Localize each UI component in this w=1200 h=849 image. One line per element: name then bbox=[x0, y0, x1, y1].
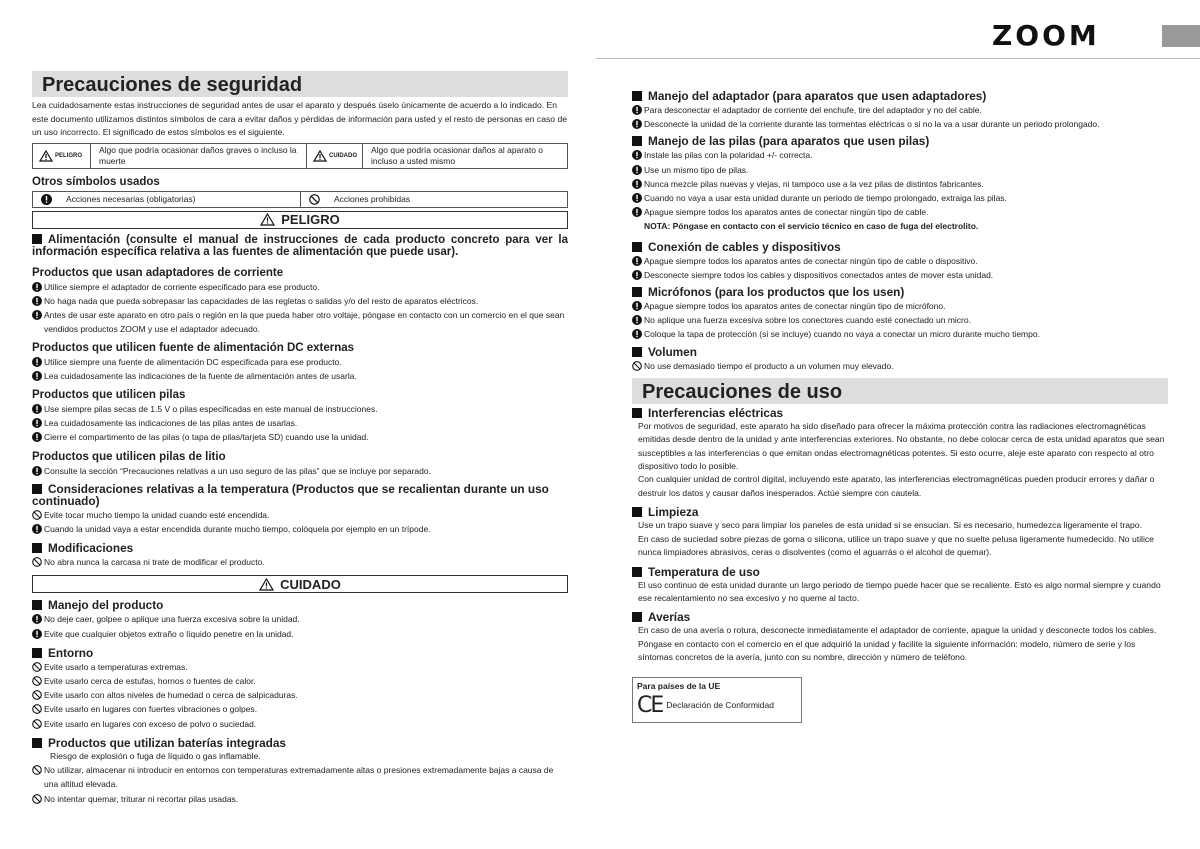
prohibited-icon bbox=[32, 662, 42, 672]
integrated-batteries-note: Riesgo de explosión o fuga de líquido o gas inflamable. bbox=[50, 750, 261, 761]
environment-list bbox=[32, 660, 568, 731]
mandatory-icon bbox=[32, 357, 42, 367]
handling-title bbox=[32, 598, 568, 612]
prohibited-icon bbox=[632, 361, 642, 371]
prohibited-icon bbox=[32, 510, 42, 520]
list-item bbox=[32, 555, 568, 569]
prohibited-icon bbox=[32, 719, 42, 729]
other-symbols-table bbox=[32, 191, 568, 208]
adapter-handling-title-text: Manejo del adaptador (para aparatos que usen adaptadores) bbox=[648, 89, 987, 103]
list-item bbox=[32, 627, 568, 641]
list-item-text: Para desconectar el adaptador de corriente del enchufe, tire del adaptador y no del cable. bbox=[644, 105, 982, 115]
caution-symbol-cell bbox=[307, 144, 363, 168]
environment-title-text: Entorno bbox=[48, 645, 94, 660]
modifications-title bbox=[32, 541, 568, 555]
list-item bbox=[632, 299, 1168, 313]
list-item-text: Apague siempre todos los aparatos antes de conectar ningún tipo de micrófono. bbox=[644, 301, 946, 312]
list-item-text: Cierre el compartimento de las pilas (o tapa de pilas/tarjeta SD) cuando use la unidad. bbox=[44, 432, 369, 443]
list-item bbox=[632, 177, 1168, 191]
list-item bbox=[632, 117, 1168, 131]
mandatory-icon bbox=[632, 105, 642, 115]
list-item-text: Cuando la unidad vaya a estar encendida durante mucho tiempo, colóquela por ejemplo en un trípode. bbox=[44, 524, 431, 535]
adapters-list bbox=[32, 280, 568, 337]
prohibited-icon bbox=[32, 676, 42, 686]
list-item bbox=[632, 191, 1168, 205]
mandatory-icon bbox=[32, 404, 42, 414]
adapter-handling-list bbox=[632, 103, 1168, 131]
use-precautions-title: Precauciones de uso bbox=[632, 378, 1168, 404]
list-item bbox=[32, 763, 568, 791]
list-item bbox=[32, 702, 568, 716]
zoom-logo-text: ZOOM bbox=[992, 22, 1100, 48]
warning-icon bbox=[259, 578, 274, 591]
other-symbols-title: Otros símbolos usados bbox=[32, 175, 160, 188]
microphones-title bbox=[632, 285, 1168, 299]
top-rule bbox=[596, 58, 1200, 59]
cleaning-text-2: En caso de suciedad sobre piezas de goma o silicona, utilice un trapo suave y que no suelte pelusa ligeramente humedecido. No utilice nunca limpiadores abrasivos, ceras o disolventes (como el aguarrás o el alcohol de quemar). bbox=[638, 533, 1154, 558]
mandatory-icon bbox=[32, 296, 42, 306]
prohibited-icon bbox=[32, 765, 42, 775]
list-item bbox=[632, 163, 1168, 177]
prohibited-cell bbox=[301, 192, 567, 207]
list-item bbox=[32, 674, 568, 688]
prohibited-icon bbox=[32, 794, 42, 804]
list-item-text: Utilice siempre el adaptador de corriente especificado para ese producto. bbox=[44, 281, 320, 292]
list-item-text: No intentar quemar, triturar ni recortar pilas usadas. bbox=[44, 793, 239, 804]
danger-banner bbox=[32, 211, 568, 229]
prohibited-icon bbox=[309, 194, 320, 205]
prohibited-icon bbox=[32, 690, 42, 700]
caution-meaning: Algo que podría ocasionar daños al aparato o incluso a usted mismo bbox=[371, 144, 544, 166]
mandatory-icon bbox=[632, 150, 642, 160]
list-item bbox=[632, 327, 1168, 341]
list-item-text: Evite usarlo con altos niveles de humedad o cerca de salpicaduras. bbox=[44, 690, 298, 701]
caution-banner bbox=[32, 575, 568, 593]
mandatory-icon bbox=[632, 119, 642, 129]
volume-title-text: Volumen bbox=[648, 344, 697, 359]
list-item-text: Apague siempre todos los aparatos antes de conectar ningún tipo de cable o dispositivo. bbox=[644, 255, 978, 266]
power-section-title bbox=[32, 234, 568, 259]
list-item bbox=[632, 148, 1168, 162]
page-tab bbox=[1162, 25, 1200, 47]
handling-list bbox=[32, 612, 568, 640]
danger-symbol-cell bbox=[33, 144, 91, 168]
list-item-text: Evite tocar mucho tiempo la unidad cuando esté encendida. bbox=[44, 509, 270, 520]
list-item bbox=[32, 294, 568, 308]
list-item bbox=[32, 430, 568, 444]
list-item-text: Evite usarlo en lugares con exceso de polvo o suciedad. bbox=[44, 718, 257, 729]
list-item bbox=[632, 103, 1168, 117]
faults-title-text: Averías bbox=[648, 610, 691, 625]
list-item bbox=[32, 369, 568, 383]
required-cell bbox=[33, 192, 301, 207]
cleaning-text: Use un trapo suave y seco para limpiar los paneles de esta unidad si se ensucian. Si es necesario, humedezca ligeramente el trapo. bbox=[638, 520, 1142, 531]
batteries-title: Productos que utilicen pilas bbox=[32, 389, 186, 401]
interference-text-2: Con cualquier unidad de control digital, incluyendo este aparato, las interferencias electromagnéticas pueden producir errores y dañar o destruir los datos y causar daños inesperados. Actúe siempre con cautela. bbox=[638, 474, 1155, 498]
temperature-section-title bbox=[32, 483, 568, 508]
list-item-text: Consulte la sección “Precauciones relativas a un uso seguro de las pilas” que se incluye por separado. bbox=[44, 465, 431, 476]
mandatory-icon bbox=[632, 270, 642, 280]
microphones-list bbox=[632, 299, 1168, 342]
cleaning-title bbox=[632, 505, 1168, 519]
mandatory-icon bbox=[632, 315, 642, 325]
dc-title: Productos que utilicen fuente de alimentación DC externas bbox=[32, 341, 355, 354]
zoom-logo bbox=[992, 22, 1152, 48]
interference-title-text: Interferencias eléctricas bbox=[648, 405, 784, 420]
integrated-batteries-list bbox=[32, 763, 568, 806]
operating-temperature-title-text: Temperatura de uso bbox=[648, 564, 760, 579]
mandatory-icon bbox=[632, 179, 642, 189]
list-item bbox=[32, 660, 568, 674]
prohibited-label: Acciones prohibidas bbox=[334, 194, 411, 205]
microphones-title-text: Micrófonos (para los productos que los usen) bbox=[648, 285, 905, 300]
modifications-list bbox=[32, 555, 568, 569]
mandatory-icon bbox=[32, 310, 42, 320]
list-item bbox=[32, 508, 568, 522]
list-item-text: Antes de usar este aparato en otro país o región en la que pueda haber otro voltaje, póngase en contacto con un comercio en el que sean vendidos productos ZOOM y use el adaptador adecuado. bbox=[44, 310, 565, 335]
list-item-text: Evite usarlo cerca de estufas, hornos o fuentes de calor. bbox=[44, 676, 256, 687]
modifications-title-text: Modificaciones bbox=[48, 541, 134, 556]
list-item-text: Use siempre pilas secas de 1.5 V o pilas especificadas en este manual de instrucciones. bbox=[44, 404, 378, 414]
list-item bbox=[632, 268, 1168, 282]
list-item bbox=[32, 464, 568, 478]
list-item-text: Instale las pilas con la polaridad +/- correcta. bbox=[644, 150, 813, 161]
battery-handling-list bbox=[632, 148, 1168, 219]
temperature-title-text: Consideraciones relativas a la temperatura (Productos que se recalientan durante un uso continuado) bbox=[32, 481, 549, 509]
list-item-text: Cuando no vaya a usar esta unidad durante un periodo de tiempo prolongado, extraiga las pilas. bbox=[644, 193, 1007, 204]
list-item-text: No use demasiado tiempo el producto a un volumen muy elevado. bbox=[644, 360, 894, 371]
list-item bbox=[32, 688, 568, 702]
mandatory-icon bbox=[632, 329, 642, 339]
list-item bbox=[32, 308, 568, 336]
eu-title: Para países de la UE bbox=[637, 680, 721, 691]
prohibited-icon bbox=[32, 704, 42, 714]
list-item-text: No utilizar, almacenar ni introducir en entornos con temperaturas extremadamente altas o presiones extremadamente bajas a causa de una altitud elevada. bbox=[44, 765, 554, 790]
list-item-text: No abra nunca la carcasa ni trate de modificar el producto. bbox=[44, 557, 265, 568]
mandatory-icon bbox=[32, 418, 42, 428]
ce-mark: CE bbox=[637, 692, 663, 718]
mandatory-icon bbox=[632, 207, 642, 217]
list-item bbox=[32, 792, 568, 806]
mandatory-icon bbox=[632, 193, 642, 203]
warning-icon bbox=[313, 150, 327, 162]
list-item bbox=[32, 416, 568, 430]
warning-icon bbox=[39, 150, 53, 162]
mandatory-icon bbox=[632, 256, 642, 266]
environment-title bbox=[32, 646, 568, 660]
faults-text-2: Póngase en contacto con el comercio en el que adquirió la unidad y facilite la siguiente información: modelo, número de serie y los síntomas concretos de la avería, junto con su nombre, dirección y número de teléfono. bbox=[638, 638, 1136, 663]
battery-handling-title-text: Manejo de las pilas (para aparatos que usen pilas) bbox=[648, 134, 930, 149]
mandatory-icon bbox=[32, 371, 42, 381]
cables-list bbox=[632, 254, 1168, 282]
mandatory-icon bbox=[632, 301, 642, 311]
faults-text: En caso de una avería o rotura, desconecte inmediatamente el adaptador de corriente, apague la unidad y desconecte todos los cables. bbox=[638, 625, 1157, 636]
temperature-list bbox=[32, 508, 568, 536]
list-item bbox=[632, 254, 1168, 268]
intro-text: Lea cuidadosamente estas instrucciones de seguridad antes de usar el aparato y después úselo únicamente de acuerdo a lo indicado. En este documento utilizamos distintos símbolos de cara a evitar daños y pérdidas de información para usted y el resto de personas en caso de un uso incorrecto. El significado de estos símbolos es el siguiente. bbox=[32, 100, 568, 138]
operating-temperature-text: El uso continuo de esta unidad durante un largo periodo de tiempo puede hacer que se recaliente. Esto es algo normal siempre y cuando ese recalentamiento no sea excesivo y no queme al tacto. bbox=[638, 579, 1161, 603]
danger-meaning: Algo que podría ocasionar daños graves o incluso la muerte bbox=[91, 144, 307, 168]
list-item-text: No aplique una fuerza excesiva sobre los conectores cuando esté conectado un micro. bbox=[644, 315, 971, 326]
volume-list bbox=[632, 359, 1168, 373]
list-item-text: Coloque la tapa de protección (si se incluye) cuando no vaya a conectar un micro durante mucho tiempo. bbox=[644, 329, 1040, 340]
eu-box bbox=[632, 677, 802, 723]
batteries-list bbox=[32, 402, 568, 445]
cleaning-title-text: Limpieza bbox=[648, 505, 699, 520]
list-item-text: No deje caer, golpee o aplique una fuerza excesiva sobre la unidad. bbox=[44, 614, 300, 625]
adapters-title: Productos que usan adaptadores de corriente bbox=[32, 266, 284, 279]
mandatory-icon bbox=[32, 524, 42, 534]
lithium-title: Productos que utilicen pilas de litio bbox=[32, 450, 226, 463]
list-item bbox=[32, 612, 568, 626]
caution-banner-label: CUIDADO bbox=[280, 576, 341, 592]
required-label: Acciones necesarias (obligatorias) bbox=[66, 194, 196, 205]
symbol-table bbox=[32, 143, 568, 169]
list-item-text: Desconecte la unidad de la corriente durante las tormentas eléctricas o si no la va a usar durante un periodo prolongado. bbox=[644, 119, 1100, 130]
operating-temperature-title bbox=[632, 565, 1168, 579]
mandatory-icon bbox=[32, 466, 42, 476]
prohibited-icon bbox=[32, 557, 42, 567]
list-item-text: Lea cuidadosamente las indicaciones de las pilas antes de usarlas. bbox=[44, 418, 298, 429]
danger-banner-label: PELIGRO bbox=[281, 212, 340, 228]
integrated-batteries-title-text: Productos que utilizan baterías integradas bbox=[48, 735, 286, 750]
list-item-text: Utilice siempre una fuente de alimentación DC especificada para ese producto. bbox=[44, 356, 342, 367]
lithium-list bbox=[32, 464, 568, 478]
list-item bbox=[32, 280, 568, 294]
list-item bbox=[32, 402, 568, 416]
handling-title-text: Manejo del producto bbox=[48, 598, 164, 613]
list-item-text: Apague siempre todos los aparatos antes de conectar ningún tipo de cable. bbox=[644, 207, 929, 218]
list-item bbox=[32, 717, 568, 731]
mandatory-icon bbox=[32, 432, 42, 442]
warning-icon bbox=[260, 213, 275, 226]
battery-handling-title bbox=[632, 134, 1168, 148]
danger-label: PELIGRO bbox=[55, 152, 83, 159]
interference-title bbox=[632, 406, 1168, 420]
mandatory-icon bbox=[32, 614, 42, 624]
integrated-batteries-title bbox=[32, 736, 568, 750]
list-item bbox=[632, 205, 1168, 219]
list-item-text: Evite usarlo en lugares con fuertes vibraciones o golpes. bbox=[44, 704, 258, 715]
caution-label: CUIDADO bbox=[329, 152, 357, 159]
cables-title-text: Conexión de cables y dispositivos bbox=[648, 239, 841, 254]
list-item bbox=[32, 355, 568, 369]
page-title: Precauciones de seguridad bbox=[32, 71, 568, 97]
volume-title bbox=[632, 345, 1168, 359]
mandatory-icon bbox=[32, 629, 42, 639]
cables-title bbox=[632, 240, 1168, 254]
dc-list bbox=[32, 355, 568, 383]
eu-declaration: Declaración de Conformidad bbox=[666, 700, 774, 711]
list-item bbox=[32, 522, 568, 536]
faults-title bbox=[632, 610, 1168, 624]
list-item-text: Lea cuidadosamente las indicaciones de la fuente de alimentación antes de usarla. bbox=[44, 370, 357, 381]
adapter-handling-title bbox=[632, 89, 1168, 103]
mandatory-icon bbox=[32, 282, 42, 292]
list-item bbox=[632, 313, 1168, 327]
interference-text: Por motivos de seguridad, este aparato ha sido diseñado para ofrecer la máxima protección contra las radiaciones electromagnéticas emitidas desde dentro de la unidad y ante interferencias exteriores. No obstante, no debe colocar cerca de esta unidad aparatos que sean susceptibles a las interferencias o que emitan ondas electromagnéticas potentes. Si esto ocurre, aleje este aparato con respecto al otro dispositivo todo lo posible. bbox=[638, 420, 1165, 472]
mandatory-icon bbox=[41, 194, 52, 205]
mandatory-icon bbox=[632, 165, 642, 175]
list-item-text: Use un mismo tipo de pilas. bbox=[644, 164, 749, 175]
list-item-text: Desconecte siempre todos los cables y dispositivos conectados antes de mover esta unidad. bbox=[644, 269, 994, 280]
list-item-text: Evite usarlo a temperaturas extremas. bbox=[44, 661, 188, 672]
list-item bbox=[632, 359, 1168, 373]
list-item-text: Nunca mezcle pilas nuevas y viejas, ni tampoco use a la vez pilas de distintos fabricantes. bbox=[644, 178, 984, 189]
list-item-text: Evite que cualquier objetos extraño o líquido penetre en la unidad. bbox=[44, 628, 294, 639]
power-title-text: Alimentación (consulte el manual de instrucciones de cada producto concreto para ver la información específica relativa a las fuentes de alimentación que puede usar). bbox=[32, 233, 568, 259]
electrolyte-note: NOTA: Póngase en contacto con el servicio técnico en caso de fuga del electrolito. bbox=[644, 221, 979, 232]
list-item-text: No haga nada que pueda sobrepasar las capacidades de las regletas o salidas y/o del resto de aparatos eléctricos. bbox=[44, 295, 479, 306]
